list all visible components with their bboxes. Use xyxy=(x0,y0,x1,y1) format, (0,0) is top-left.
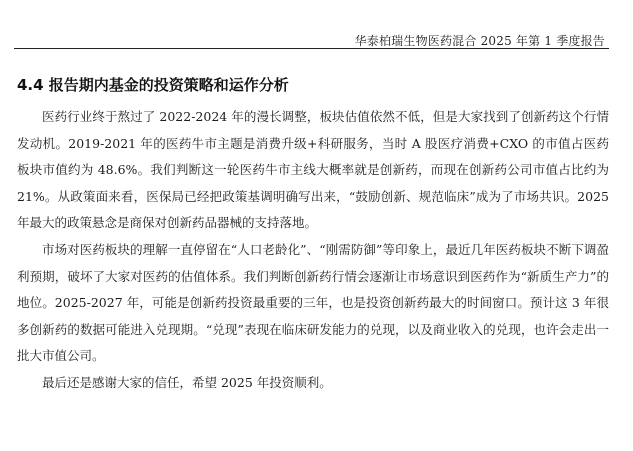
header-divider xyxy=(14,48,609,49)
running-header-title: 华泰柏瑞生物医药混合 2025 年第 1 季度报告 xyxy=(354,34,605,48)
section-heading: 4.4 报告期内基金的投资策略和运作分析 xyxy=(17,76,289,94)
section-body xyxy=(17,104,609,397)
paragraph-closing: 最后还是感谢大家的信任，希望 2025 年投资顺利。 xyxy=(42,374,332,390)
paragraph-industry-outlook: 医药行业终于熬过了 2022-2024 年的漫长调整，板块估值依然不低，但是大家找到了创新药这个行情发动机。2019-2021 年的医药牛市主题是消费升级+科研服务，当时 A 股医疗消费+CXO 的市值占医药板块市值约为 48.6%。我们判断这一轮医药牛市主线大概率就是创新药，而现在创新药公司市值占比约为 21%。从政策面来看，医保局已经把政策基调明确写出来，“鼓励创新、规范临床”成为了市场共识。2025 年最大的政策悬念是商保对创新药品器械的支持落地。 xyxy=(17,109,609,231)
paragraph-market-view: 市场对医药板块的理解一直停留在“人口老龄化”、“刚需防御”等印象上，最近几年医药板块不断下调盈利预期，破坏了大家对医药的估值体系。我们判断创新药行情会逐渐让市场意识到医药作为“新质生产力”的地位。2025-2027 年，可能是创新药投资最重要的三年，也是投资创新药最大的时间窗口。预计这 3 年很多创新药的数据可能进入兑现期。“兑现”表现在临床研发能力的兑现，以及商业收入的兑现，也许会走出一批大市值公司。 xyxy=(17,241,609,364)
